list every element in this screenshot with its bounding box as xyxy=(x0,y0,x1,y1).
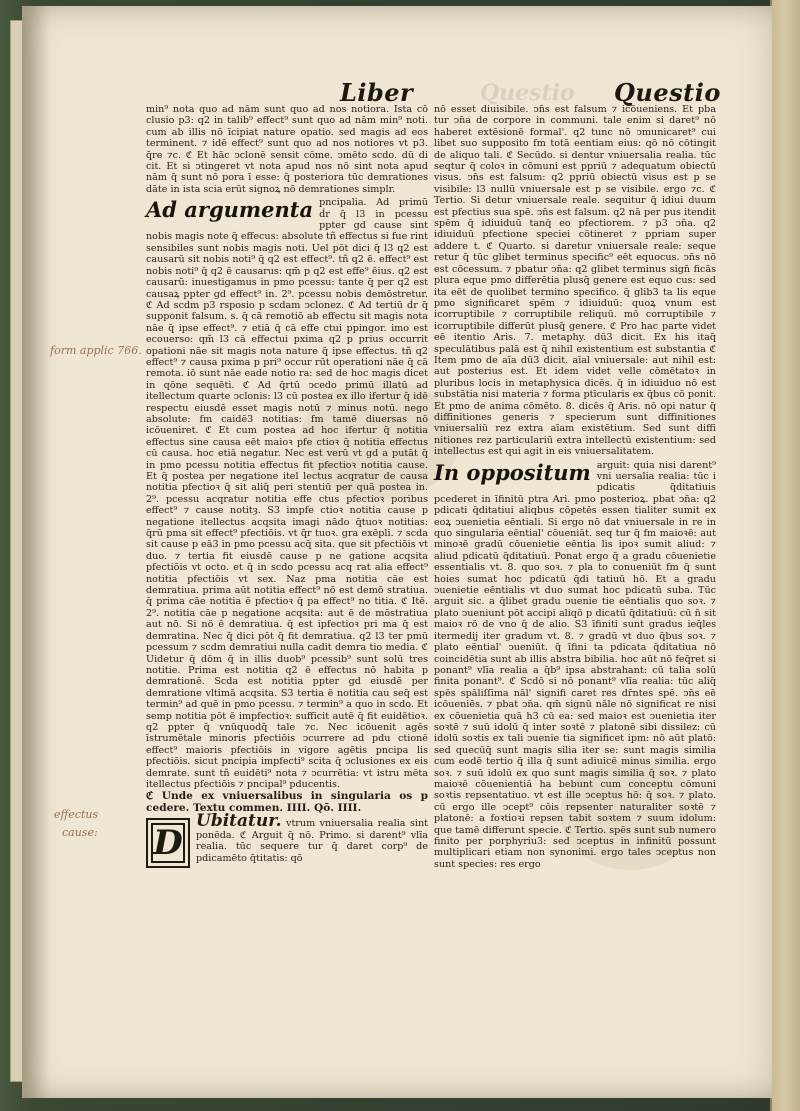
paragraph: vtrum vniuersalia realia sint ponēda. ℭ Arguit q̄ nō. Primo. si darent⁹ vlīa realia. tūc sequere tur q̄ daret corp⁹ de pdicamēto q̄titatis: qō xyxy=(196,818,428,864)
right-column xyxy=(434,104,716,984)
question-opening: Ubitatur. xyxy=(196,811,282,832)
paragraph: pncipalia. Ad primū ḋr q̄ l3 in pcessu ppter gd cause sint nobis magis note q̄ effecus: absolute tñ effectus si fue rint sensibiles sunt nobis magis noti. Uel pōt dici q̄ l3 q2 est causarū sit nobis noti⁹ q̄ q2 est effect⁹. tñ q2 ē. effect⁹ est nobis noti⁹ q̄ q2 ē causarus: qm̄ p q2 est effe⁹ ēius. q2 est causarū: inuestigamus in pmo pcessu: tante q̄ per q2 est causaꝝ ppter gd effect⁹ in. 2⁹. pcessu nobis demōstretur. ℭ Ad scdm p3 rsposio p scdam ↄclonez. ℭ Ad tertiū ḋr q̄ supponit falsum. s. q̄ cā remotiō ab effectu sit magis nota nāe q̄ ipse effect⁹. ⁊ etiā q̄ cā effe ctui ppingor. imo est ecouerso: qm̄ l3 cā effectui pxima q2 p prius occurrit opationi nāe sit magis nota nature q̄ ipse effectus. tñ q2 effect⁹ ⁊ causa pxima p pri⁹ occur rūt operationi nāe q̄ cā remota. iō sunt nāe eade notio ra: sed de hoc magis dicet in qōne sequēti. ℭ Ad q̄rtū ↄcedo primū illatū ad itellectum quarte ↄclonis: l3 cū postea ex illo ifertur q̄ idē respectu eiusdē esset magis notū ⁊ minus notū. nego absolute: fm caidē3 notitias: fm tamē diuersas nō icōueniret. ℭ Et cum postea ad hoc ifertur q̄ notitia effectus sine causa eēt maioꝛ pfe ctioꝛ q̄ notitia effectus cū causa. hoc etiā negatur. Nec est verū vt gd a putāt q̄ in pmo pcessu notitia effectus fit pfectioꝛ notitia cause. Et q̄ postea per negatione itel lectus acqratur de causa notitia pfectioꝛ q̄ sit aliq̄ peri stentiū per quā postea in. 2⁹. pcessu acqratur notitia effe ctus pfectioꝛ poribus effect⁹ ⁊ cause notitȝ. S3 impfe ctioꝛ notitia cause p negatione itellectus acqsita imagi nādo q̄tuoꝛ notitias: q̄rū pma sit effect⁹ pfectiōis. vt q̄r tuoꝛ. gra exēpli. ⁊ scda sit cause p eā3 in pmo pcessu acq̄ sita. que sit pfectiōis vt duo. ⁊ tertia fit eiusdē cause p ne gatione acqsita pfectiōis vt octo. et q̄ in scdo pcessu acq rat alia effect⁹ notitia pfectiōis vt sex. Naz pma notitia cāe est demratiua. prima aūt notitia effect⁹ nō est demō stratiua. q̄ prima cāe notitia ē pfectioꝛ q̄ pa effect⁹ no titia. ℭ Itē. 2⁹. notitia cāe p negatione acqsita: aut ē de mōstratiua aut nō. Si nō ē demratiua. q̄ est ipfectioꝛ pri ma q̄ est demratina. Nec q̄ dici pōt q̄ fit demratiua. q2 l3 ter pmū pcessum ⁊ scdm demratiui nulla cadit demra tio media. ℭ Uidetur q̄ dōm q̄ in illis duob⁹ pcessib⁹ sunt solū tres notitie. Prima est notitia q2 ē effectus nō habita p demrationē. Scda est notitia ppter gd eiusdē per demratione vltimā acqsita. S3 tertia ē notitia cau seq̄ est termin⁹ ad quē in pmo pcessu. ⁊ termin⁹ a quo in scdo. Et semp notitia pōt ē impfectioꝛ: sufficit autē q̄ fit euidētioꝛ. q2 ppter q̄ vnūquodq̄ tale ⁊c. Nec icōuenit agēs īstrumētale minoris pfectiōis ↄcurrere ad pdu ctionē effect⁹ maioris pfectiōis in vigore agētis pncipa lis pfectiōis. sicut pncipia impfecti⁹ scita q̄ ↄclusiones ex eis demrate. sunt tñ euidēti⁹ nota ⁊ ↄcurrētia: vt istru mēta itellectus pfectiōis ⁊ pncipal⁹ pducentis. xyxy=(146,197,429,790)
page-gutter-shadow xyxy=(22,6,50,1098)
paragraph: min⁹ nota quo ad nām sunt quo ad nos notiora. Ista cō clusio p3: q2 in talib⁹ effect⁹ sunt quo ad nām min⁹ noti. cum ab illis nō īcipiat nature opatio. sed magis ad eos terminent. ⁊ idē effect⁹ sunt quo ad nos notiores vt p3. q̄re ⁊c. ℭ Et hāc ↄclonē sensit cōme. ↄmēto scdo. dū di cit. Et si ↄtingeret vt nota apud nos nō sint nota apud nām q̄ sunt nō pora ī esse: q̄ posteriora tūc demrationes dāte in ista scia erūt signoꝝ nō demrationes simplr. xyxy=(146,104,428,195)
show-through-text: Questio xyxy=(480,80,575,106)
paragraph: nō esset diuisibile. ↄn̄s est falsum ⁊ icōueniens. Et pba tur ↄn̄a de corpore in communi. tale enim si daret⁹ nō haberet extēsionē formal'. q2 tunc nō ↄmunicaret⁹ cui libet suo supposito fm totā eentiam eius: qō nō cōtingit de aliquo tali. ℭ Secūdo. si dentur vniuersalia realia. tūc seqtur q̄ coloꝛ in cōmuni est ppriū ⁊ adequatum obiectū visus. ↄn̄s est falsum: q2 ppriū obiectū visus est p se visibile: l3 nullū vniuersale est p se visibile. ergo ⁊c. ℭ Tertio. Si detur vniuersale reale. sequitur q̄ idiui duum est pfectius sua spē. ↄn̄s est falsum. q2 nā per pus itendit spēm q̄ idiuiduū tanq̄ eo pfectiorem. ⁊ p3 ↄn̄a. q2 idiuiduū pfectione speciei cōtineret ⁊ ppriam super addere t. ℭ Quarto. si daretur vniuersale reale: seque retur q̄ tūc glibet terminus specific⁹ eēt equocus. ↄn̄s nō est cōcessum. ⁊ pbatur ↄn̄a: q2 glibet terminus sign̄ ficās plura eque pmo differētia plusq̄ genere est equo cus: sed ita eēt de quolibet termino specifico. q̄ glib3 ta lis eque pmo significaret spēm ⁊ idiuiduū: quoꝝ vnum est icorruptibile ⁊ corruptibile reliquū. mō corruptibile ⁊ icorruptibile differūt plusq̄ genere. ℭ Pro hac parte videt eē itentio Aris. 7. metaphy. dū3 dicit. Ex his itaq̄ speculātibus palā est q̄ nihil existentium est substantia ℭ Item pmo de aīa dū3 dicit. aīal vniuersale: aut nihil est: aut posterius est. Et idem videt velle cōmētatoꝛ in pluribus locis in metaphysica dicēs. q̄ in idiuiduo nō est substātia nisi materia ⁊ forma ptīcularis ex q̄bus cō ponit. Et pmo de anima cōmēto. 8. dicēs q̄ Aris. nō opi natur q̄ diffinitiones generis ⁊ specierum sunt diffinitiones vniuersaliū rez extra aīam existētium. Sed sunt diffi nitiones rez particulariū extra intellectū existentium: sed intellectus est qui agit in eis vniuersalitatem. xyxy=(434,104,716,458)
marginal-annotation: effectus xyxy=(54,808,99,821)
paragraph: arguit: quia nisi darent⁹ vni uersalia realia: tūc i pdicatis q̄ditatiuis pcederet in īfinitū ptra Ari. pmo posterioꝝ. pbat ↄn̄a: q2 pdicati q̄ditatiui aliqbus cōpetēs essen tialiter sumit ex eoꝝ ↄuenietia eēntiali. Si ergo nō dat vniuersale in re in quo singularia eēntial' cōueniāt. seq tur q̄ fm maioꝛē: aut minoꝛē gradū cōuenietie eēntia lis ipoꝛ sumit aliud: ⁊ aliud pdicatū q̄ditatiuū. Ponat ergo q̄ a gradu cōuenietie essentialis vt. 8. quo soꝛ. ⁊ pla to conueniūt fm q̄ sunt hoies sumat hoc pdicatū q̄di tatiuū hō. Et a gradu ↄuenietie eēntialis vt duo sumat hoc pdicatū suba. Tūc arguit sic. a q̄libet gradu ↄuenie tie eēntialis quo soꝛ. ⁊ plato ↄueniunt pōt accipi aliqō p dicatū q̄ditatiuū: cū n̄ sit maioꝛ rō de vno q̄ de alio. S3 īfiniti sunt gradus ieq̄les itermedij iter gradum vt. 8. ⁊ gradū vt duo q̄bus soꝛ. ⁊ plato eēntial' ↄueniūt. q̄ īfini ta pdicata q̄ditatiua nō coincidētia sunt ab illis abstra bibilia. hoc aūt nō feq̄ret si ponant⁹ vlīa realia a q̄b⁹ ipsa abstrahant: cū talia solū finita ponant⁹. ℭ Scdō si nō ponant⁹ vlīa realia: tūc aliq̄ spēs spāliſſima nāl' signifi caret res dr̄ntes spē. ↄn̄s eē icōueniēs. ⁊ pbat ↄn̄a. qm̄ signū nāle nō significat re nisi ex cōuenietia quā h3 cū ea: sed maioꝛ est ↄuenietia iter soꝛtē ⁊ suū idolū q̄ inter soꝛtē ⁊ platonē sibi dissilez: cū idolū soꝛtis ex tali ↄuenie tia significet ipm: nō aūt platō: sed quecūq̄ sunt magis silia iter se: sunt magis similia cum eodē tertio q̄ illa q̄ sunt adiuicē minus similia. ergo soꝛ. ⁊ suū idolū ex quo sunt magis similia q̄ soꝛ. ⁊ plato maioꝛē cōuenientiā ha bebunt cum conceptu cōmuni soꝛtis repsentatiuo. vt est ille ↄceptus hō: q̄ soꝛ. ⁊ plato. cū ergo ille ↄcept⁹ cōis repsenter naturaliter soꝛtē ⁊ platonē: a foꝛtioꝛi repsen tabit soꝛtem ⁊ suum idolum: que tamē differunt specie. ℭ Tertio. spēs sunt sub numero finito per porphyriu3: sed ↄceptus in infinitū possunt multiplicari etiam non synonimi. ergo tales ↄceptus non sunt species: res ergo xyxy=(434,459,716,870)
text-commentary-heading: ℭ Unde ex vniuersalibus in singularia os p cedere. Textu commen. IIII. Qō. IIII. xyxy=(146,790,428,815)
marginal-annotation: cause: xyxy=(62,826,98,839)
cover-board-edge xyxy=(770,0,800,1111)
left-column xyxy=(146,104,428,984)
section-heading: Ad argumenta xyxy=(146,197,314,223)
marginal-annotation: form applic 766. xyxy=(50,344,142,357)
running-head-right: Questio xyxy=(614,78,721,107)
section-heading: In oppositum xyxy=(434,459,591,485)
decorated-initial: D xyxy=(146,818,190,868)
running-head-left: Liber xyxy=(340,78,414,107)
